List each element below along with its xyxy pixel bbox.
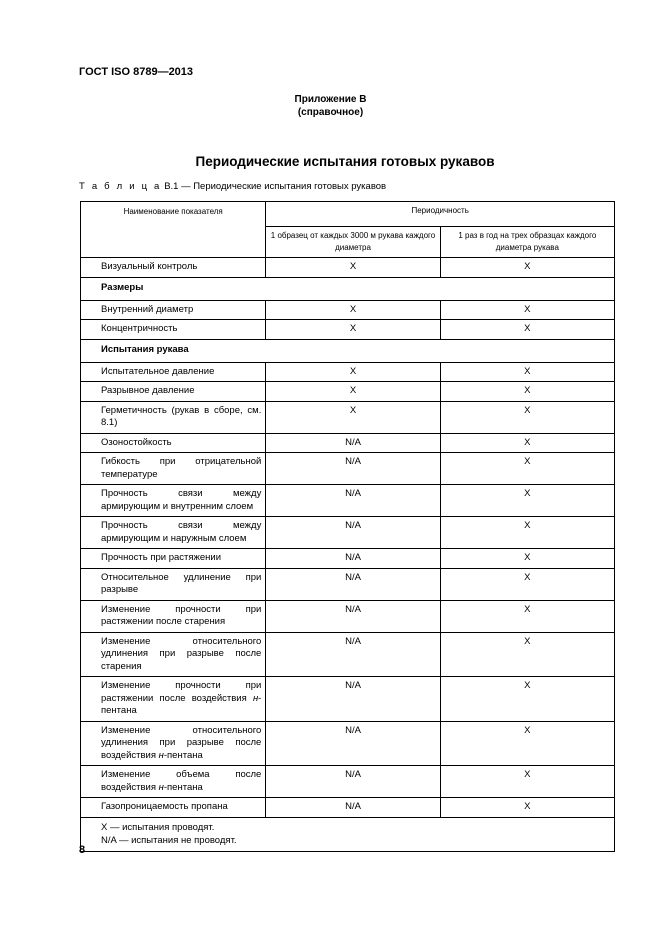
- indicator-name: [81, 677, 266, 722]
- table-row: [81, 300, 615, 320]
- indicator-name-part: н: [158, 781, 164, 793]
- indicator-name: Прочность при растяжении: [81, 549, 266, 569]
- indicator-name-part: -пентана: [101, 692, 262, 716]
- value-yearly: X: [440, 568, 614, 600]
- value-per-3000m: X: [266, 258, 440, 278]
- value-yearly: X: [440, 632, 614, 677]
- indicator-name: Внутренний диаметр: [81, 300, 266, 320]
- value-per-3000m: N/A: [266, 549, 440, 569]
- value-yearly: X: [440, 258, 614, 278]
- table-row: [81, 362, 615, 382]
- value-per-3000m: X: [266, 300, 440, 320]
- table-row: [81, 766, 615, 798]
- document-title: Периодические испытания готовых рукавов: [195, 154, 495, 169]
- section-row: [81, 277, 615, 300]
- indicator-name: Озоностойкость: [81, 433, 266, 453]
- value-yearly: X: [440, 549, 614, 569]
- value-yearly: X: [440, 766, 614, 798]
- page-number: 8: [79, 844, 86, 856]
- indicator-name: Изменение прочности при растяжении после старения: [81, 600, 266, 632]
- value-per-3000m: N/A: [266, 453, 440, 485]
- table-row: [81, 798, 615, 818]
- table-row: [81, 433, 615, 453]
- table-note: N/A — испытания не проводят.: [101, 834, 237, 846]
- table-row: [81, 382, 615, 402]
- table-row: [81, 401, 615, 433]
- value-per-3000m: N/A: [266, 433, 440, 453]
- value-yearly: X: [440, 798, 614, 818]
- value-yearly: X: [440, 677, 614, 722]
- table-row: [81, 549, 615, 569]
- table-row: [81, 517, 615, 549]
- value-yearly: X: [440, 485, 614, 517]
- appendix-heading: [0, 93, 661, 119]
- table-row: [81, 721, 615, 766]
- section-title: Размеры: [81, 277, 615, 300]
- column-header-yearly: 1 раз в год на трех образцах каждого диаметра рукава: [440, 226, 614, 257]
- table-notes: [81, 817, 615, 851]
- indicator-name-part: -пентана: [163, 749, 203, 761]
- appendix-title: Приложение В: [294, 94, 367, 105]
- value-per-3000m: N/A: [266, 798, 440, 818]
- value-per-3000m: N/A: [266, 721, 440, 766]
- indicator-name: Изменение относительного удлинения при разрыве после старения: [81, 632, 266, 677]
- indicator-name: Разрывное давление: [81, 382, 266, 402]
- indicator-name: [81, 721, 266, 766]
- table-row: [81, 453, 615, 485]
- value-yearly: X: [440, 401, 614, 433]
- value-per-3000m: N/A: [266, 485, 440, 517]
- value-per-3000m: X: [266, 362, 440, 382]
- value-per-3000m: N/A: [266, 600, 440, 632]
- value-yearly: X: [440, 300, 614, 320]
- table-caption-label: Т а б л и ц а: [79, 181, 162, 192]
- value-yearly: X: [440, 382, 614, 402]
- standard-header: ГОСТ ISO 8789—2013: [79, 66, 194, 78]
- value-per-3000m: N/A: [266, 568, 440, 600]
- section-title: Испытания рукава: [81, 339, 615, 362]
- indicator-name: Визуальный контроль: [81, 258, 266, 278]
- indicator-name: [81, 766, 266, 798]
- indicator-name-part: н: [158, 749, 164, 761]
- indicator-name-part: -пентана: [163, 781, 203, 793]
- value-yearly: X: [440, 362, 614, 382]
- table-row: [81, 632, 615, 677]
- value-yearly: X: [440, 320, 614, 340]
- value-per-3000m: N/A: [266, 517, 440, 549]
- column-header-per-3000m: 1 образец от каждых 3000 м рукава каждого диаметра: [266, 226, 440, 257]
- indicator-name: Прочность связи между армирующим и внутренним слоем: [81, 485, 266, 517]
- value-yearly: X: [440, 600, 614, 632]
- indicator-name: Гибкость при отрицательной температуре: [81, 453, 266, 485]
- table-row: [81, 677, 615, 722]
- table-row: [81, 600, 615, 632]
- value-yearly: X: [440, 517, 614, 549]
- column-header-name: Наименование показателя: [81, 202, 266, 258]
- indicator-name: Концентричность: [81, 320, 266, 340]
- value-per-3000m: N/A: [266, 766, 440, 798]
- table-row: [81, 568, 615, 600]
- indicator-name-part: Изменение прочности при растяжении после воздействия: [101, 680, 262, 704]
- table-body: [81, 258, 615, 818]
- table-note: X — испытания проводят.: [101, 821, 215, 833]
- indicator-name: Испытательное давление: [81, 362, 266, 382]
- indicator-name: Прочность связи между армирующим и наружным слоем: [81, 517, 266, 549]
- column-header-periodicity: Периодичность: [266, 202, 615, 227]
- table-caption-text: В.1 — Периодические испытания готовых рукавов: [164, 181, 387, 192]
- indicator-name-part: Изменение объема после воздействия: [101, 769, 262, 793]
- indicator-name: Герметичность (рукав в сборе, см. 8.1): [81, 401, 266, 433]
- indicator-name-part: н: [252, 692, 259, 704]
- value-yearly: X: [440, 721, 614, 766]
- table-caption: [79, 181, 386, 192]
- appendix-note: (справочное): [297, 107, 364, 118]
- indicator-name-part: Изменение относительного удлинения при разрыве после воздействия: [101, 724, 262, 761]
- indicator-name: Газопроницаемость пропана: [81, 798, 266, 818]
- table-row: [81, 320, 615, 340]
- periodic-tests-table: [80, 201, 615, 852]
- section-row: [81, 339, 615, 362]
- value-per-3000m: X: [266, 382, 440, 402]
- value-yearly: X: [440, 453, 614, 485]
- value-per-3000m: X: [266, 401, 440, 433]
- table-row: [81, 258, 615, 278]
- indicator-name: Относительное удлинение при разрыве: [81, 568, 266, 600]
- value-yearly: X: [440, 433, 614, 453]
- value-per-3000m: N/A: [266, 677, 440, 722]
- value-per-3000m: X: [266, 320, 440, 340]
- table-row: [81, 485, 615, 517]
- value-per-3000m: N/A: [266, 632, 440, 677]
